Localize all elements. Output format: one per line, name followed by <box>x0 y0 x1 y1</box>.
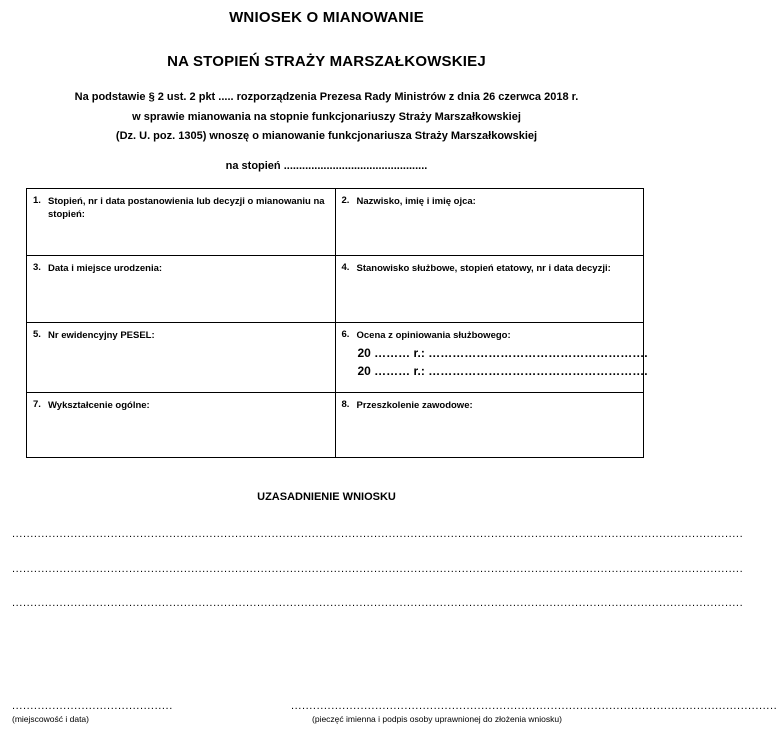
justification-title: UZASADNIENIE WNIOSKU <box>257 491 396 503</box>
field-label: Przeszkolenie zawodowe: <box>356 400 473 411</box>
legal-basis-line-1: Na podstawie § 2 ust. 2 pkt ..... rozporządzenia Prezesa Rady Ministrów z dnia 26 czerwca 2018 r. <box>74 91 579 103</box>
field-number: 4. <box>341 262 350 273</box>
officer-data-table <box>26 188 648 458</box>
field-label: Nazwisko, imię i imię ojca: <box>356 196 476 207</box>
field-number: 6. <box>341 329 350 340</box>
field-label: Data i miejsce urodzenia: <box>48 263 163 274</box>
field-rank-decision[interactable] <box>27 189 336 256</box>
place-date-field[interactable]: ............................................ <box>12 700 173 712</box>
field-position[interactable] <box>335 256 644 323</box>
rank-field[interactable]: na stopień ............................................... <box>225 160 428 172</box>
field-pesel[interactable] <box>27 323 336 393</box>
field-label: Wykształcenie ogólne: <box>48 400 150 411</box>
field-label: Stopień, nr i data postanowienia lub decyzji o mianowaniu na stopień: <box>48 196 325 220</box>
field-professional-training[interactable] <box>335 393 644 458</box>
field-full-name[interactable] <box>335 189 644 256</box>
field-number: 5. <box>33 329 41 340</box>
place-date-caption: (miejscowość i data) <box>12 714 89 724</box>
justification-line[interactable]: ........................................................................................................................................................................................................ <box>12 563 744 575</box>
field-number: 2. <box>341 195 350 206</box>
form-subtitle: NA STOPIEŃ STRAŻY MARSZAŁKOWSKIEJ <box>167 53 486 70</box>
field-birth-date-place[interactable] <box>27 256 336 323</box>
field-number: 8. <box>341 399 350 410</box>
signature-caption: (pieczęć imienna i podpis osoby uprawnionej do złożenia wniosku) <box>312 714 562 724</box>
legal-basis-line-3: (Dz. U. poz. 1305) wnoszę o mianowanie funkcjonariusza Straży Marszałkowskiej <box>115 130 538 142</box>
assessment-line[interactable]: 20 ……… r.: ………………………………………………. <box>357 346 648 360</box>
legal-basis-line-2: w sprawie mianowania na stopnie funkcjonariuszy Straży Marszałkowskiej <box>132 111 521 123</box>
signature-field[interactable]: ..................................................................................................................................... <box>291 700 777 712</box>
field-number: 1. <box>33 195 41 206</box>
field-number: 3. <box>33 262 41 273</box>
field-label: Stanowisko służbowe, stopień etatowy, nr i data decyzji: <box>356 263 611 274</box>
justification-line[interactable]: ........................................................................................................................................................................................................ <box>12 528 744 540</box>
field-service-assessment[interactable] <box>335 323 648 393</box>
field-label: Nr ewidencyjny PESEL: <box>48 330 155 341</box>
field-number: 7. <box>33 399 41 410</box>
assessment-line[interactable]: 20 ……… r.: ………………………………………………. <box>357 364 648 378</box>
form-title: WNIOSEK O MIANOWANIE <box>229 9 424 26</box>
justification-line[interactable]: ........................................................................................................................................................................................................ <box>12 597 744 609</box>
field-label: Ocena z opiniowania służbowego: <box>356 330 511 341</box>
field-general-education[interactable] <box>27 393 336 458</box>
